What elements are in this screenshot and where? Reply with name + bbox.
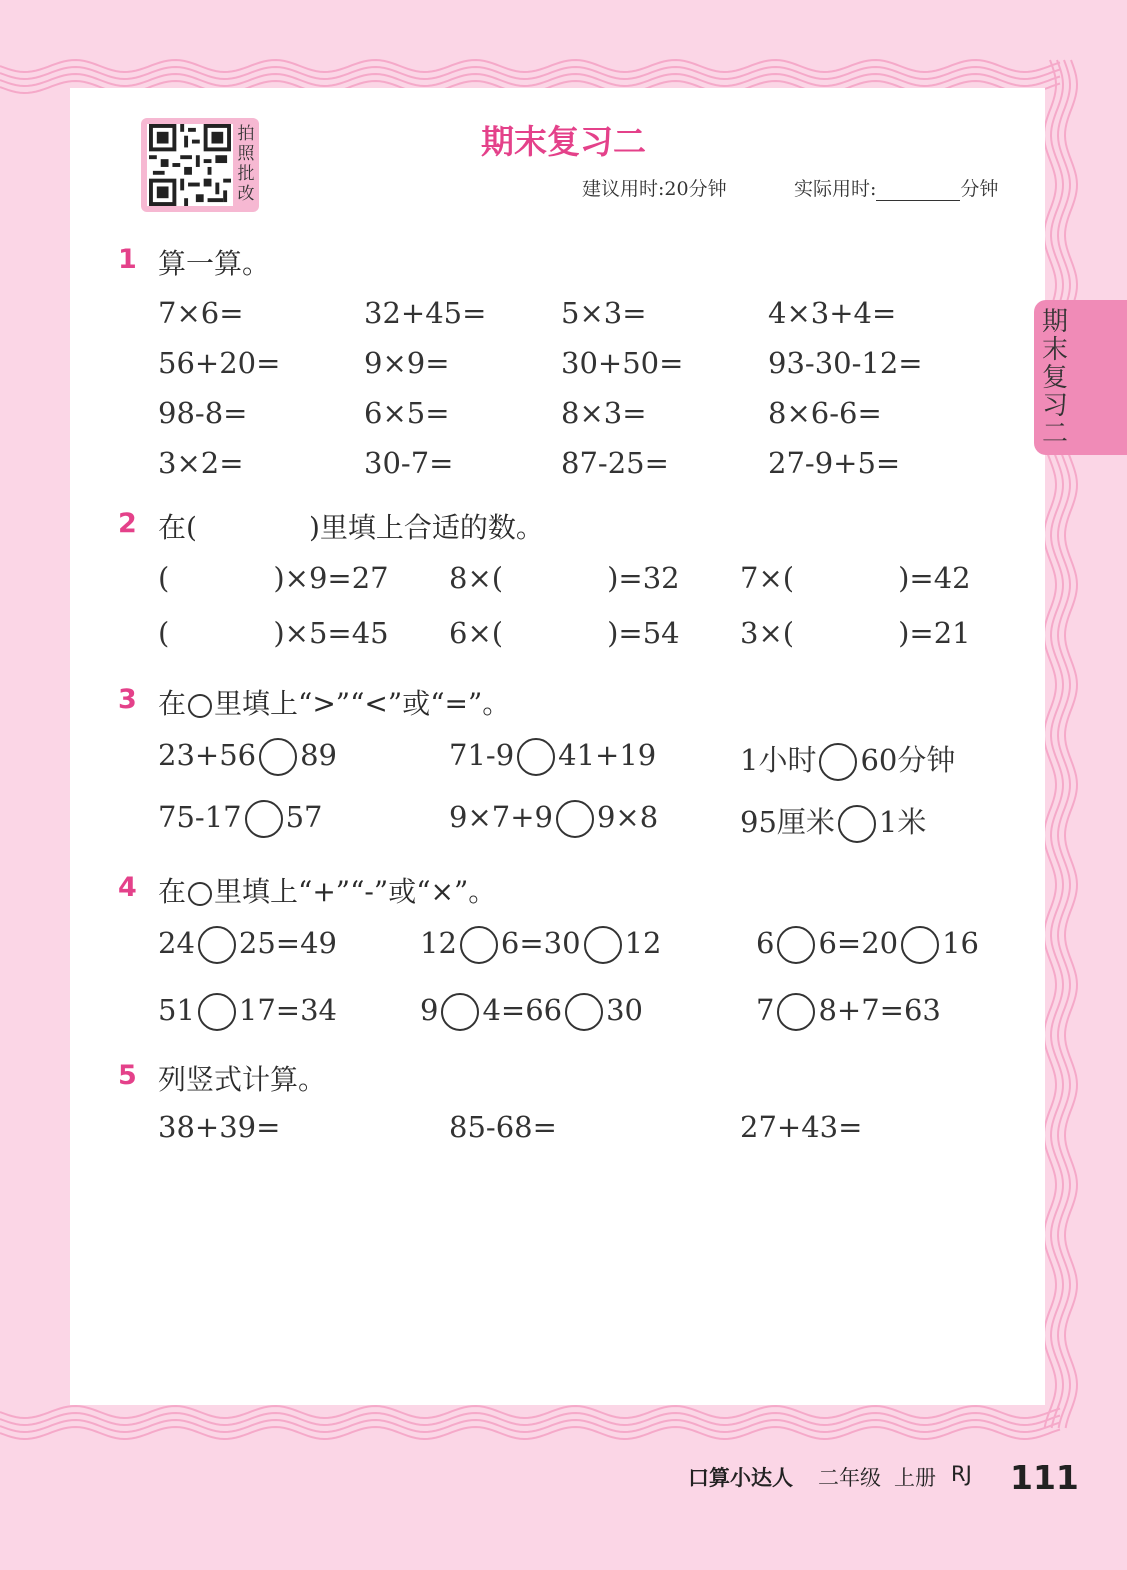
expr-part: ( xyxy=(158,561,170,595)
expr-part: 6=20 xyxy=(818,926,899,960)
expr-part: 89 xyxy=(300,738,338,772)
expr-part: 12 xyxy=(420,926,457,960)
expr-part: 12 xyxy=(624,926,662,960)
actual-time-label: 实际用时: xyxy=(794,178,877,200)
expr-part: 23+56 xyxy=(158,738,257,772)
expression: 9×9= xyxy=(364,346,450,380)
operator-item xyxy=(158,926,337,964)
compare-item xyxy=(158,738,337,776)
answer-circle[interactable] xyxy=(259,738,297,776)
operator-item xyxy=(420,926,661,964)
expr-part: 9×8 xyxy=(596,800,659,834)
expr-part: 9 xyxy=(420,993,439,1027)
expression: 8×6-6= xyxy=(768,396,882,430)
expr-part: )=54 xyxy=(607,616,680,650)
expression: 87-25= xyxy=(561,446,669,480)
expr-part: 25=49 xyxy=(238,926,338,960)
answer-circle[interactable] xyxy=(460,926,498,964)
fill-blank-item xyxy=(449,561,680,595)
question-number: 4 xyxy=(118,872,137,903)
footer-volume: 上册 xyxy=(894,1466,936,1490)
expression: 56+20= xyxy=(158,346,281,380)
expr-part: 1小时 xyxy=(740,743,817,777)
expression: 85-68= xyxy=(449,1110,557,1144)
expr-part: 41+19 xyxy=(558,738,657,772)
expression: 8×3= xyxy=(561,396,647,430)
expr-part: )×5=45 xyxy=(273,616,389,650)
expr-part: 7 xyxy=(756,993,775,1027)
footer-edition: RJ xyxy=(951,1462,972,1486)
expr-part: 16 xyxy=(942,926,980,960)
expression: 5×3= xyxy=(561,296,647,330)
answer-circle[interactable] xyxy=(198,926,236,964)
fill-blank-item xyxy=(740,561,971,595)
expr-part: )×9=27 xyxy=(273,561,389,595)
expression: 30-7= xyxy=(364,446,454,480)
expr-part: 8×( xyxy=(449,561,504,595)
question-number: 3 xyxy=(118,684,137,715)
footer-book xyxy=(688,1462,793,1492)
answer-circle[interactable] xyxy=(819,743,857,781)
compare-item xyxy=(158,800,323,838)
question-title-pre: 在( xyxy=(158,511,197,544)
expr-part: 6 xyxy=(756,926,775,960)
expr-part: 60分钟 xyxy=(860,743,956,777)
expr-part: 51 xyxy=(158,993,195,1027)
question-title: 列竖式计算。 xyxy=(158,1063,327,1096)
expression: 4×3+4= xyxy=(768,296,897,330)
expr-part: 30 xyxy=(606,993,644,1027)
question-title xyxy=(158,870,496,910)
page-number: 111 xyxy=(1010,1458,1079,1497)
compare-item xyxy=(740,738,955,781)
footer-grade: 二年级 xyxy=(818,1466,881,1490)
expr-part: 3×( xyxy=(740,616,795,650)
expr-part: 9×7+9 xyxy=(449,800,553,834)
compare-item xyxy=(449,800,658,838)
expression: 6×5= xyxy=(364,396,450,430)
expr-part: 6×( xyxy=(449,616,504,650)
expr-part: ( xyxy=(158,616,170,650)
compare-item xyxy=(740,800,926,843)
answer-circle[interactable] xyxy=(441,993,479,1031)
circle-icon xyxy=(188,694,212,718)
expression: 93-30-12= xyxy=(768,346,923,380)
book-title: 口算小达人 xyxy=(688,1466,793,1490)
question-title: 算一算。 xyxy=(158,247,271,280)
expression: 38+39= xyxy=(158,1110,281,1144)
expr-part: 95厘米 xyxy=(740,805,835,839)
fill-blank-item xyxy=(158,561,389,595)
suggested-time: 建议用时:20分钟 xyxy=(582,178,727,200)
expr-part: 1米 xyxy=(878,805,927,839)
expr-part: )=42 xyxy=(898,561,971,595)
expression: 7×6= xyxy=(158,296,244,330)
actual-time xyxy=(794,174,998,201)
answer-circle[interactable] xyxy=(584,926,622,964)
question-title xyxy=(158,506,544,546)
expr-part: 57 xyxy=(285,800,323,834)
expression: 3×2= xyxy=(158,446,244,480)
expression: 27+43= xyxy=(740,1110,863,1144)
question-number: 1 xyxy=(118,244,137,275)
operator-item xyxy=(158,993,337,1031)
expr-part: 7×( xyxy=(740,561,795,595)
operator-item xyxy=(756,993,941,1031)
expr-part: 4=66 xyxy=(482,993,563,1027)
actual-time-blank[interactable] xyxy=(876,182,960,201)
circle-icon xyxy=(188,882,212,906)
expression: 27-9+5= xyxy=(768,446,901,480)
qr-label: 拍照批改 xyxy=(237,124,255,204)
expr-part: 24 xyxy=(158,926,195,960)
answer-circle[interactable] xyxy=(565,993,603,1031)
expr-part: 8+7=63 xyxy=(818,993,941,1027)
question-title-post: 里填上“>”“<”或“=”。 xyxy=(214,687,511,720)
answer-circle[interactable] xyxy=(517,738,555,776)
expr-part: 6=30 xyxy=(500,926,581,960)
compare-item xyxy=(449,738,656,776)
page-title: 期末复习二 xyxy=(481,122,646,161)
expr-part: 71-9 xyxy=(449,738,515,772)
answer-circle[interactable] xyxy=(198,993,236,1031)
question-title xyxy=(158,682,510,722)
actual-time-unit: 分钟 xyxy=(960,178,999,200)
answer-circle[interactable] xyxy=(777,926,815,964)
fill-blank-item xyxy=(740,616,971,650)
expr-part: )=32 xyxy=(607,561,680,595)
question-title-pre: 在 xyxy=(158,687,187,720)
section-tab-label: 期末复习二 xyxy=(1041,307,1068,449)
question-title-post: 里填上“+”“-”或“×”。 xyxy=(214,875,497,908)
expression: 98-8= xyxy=(158,396,248,430)
question-number: 2 xyxy=(118,508,137,539)
answer-circle[interactable] xyxy=(901,926,939,964)
expr-part: 17=34 xyxy=(238,993,338,1027)
question-title-pre: 在 xyxy=(158,875,187,908)
fill-blank-item xyxy=(449,616,680,650)
answer-circle[interactable] xyxy=(777,993,815,1031)
question-title-post: )里填上合适的数。 xyxy=(308,511,544,544)
answer-circle[interactable] xyxy=(556,800,594,838)
operator-item xyxy=(420,993,643,1031)
answer-circle[interactable] xyxy=(838,805,876,843)
expression: 32+45= xyxy=(364,296,487,330)
expr-part: )=21 xyxy=(898,616,971,650)
question-number: 5 xyxy=(118,1060,137,1091)
expression: 30+50= xyxy=(561,346,684,380)
expr-part: 75-17 xyxy=(158,800,242,834)
operator-item xyxy=(756,926,979,964)
fill-blank-item xyxy=(158,616,389,650)
answer-circle[interactable] xyxy=(245,800,283,838)
